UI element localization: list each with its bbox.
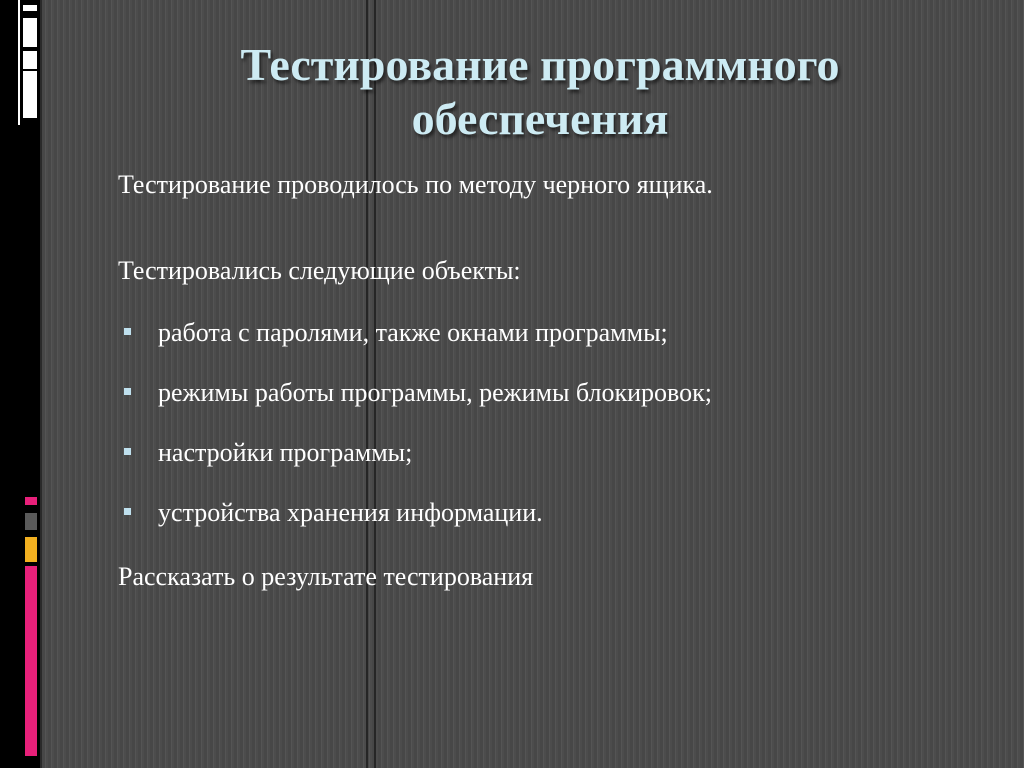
decor-pink-bar <box>25 566 37 756</box>
list-item-text: режимы работы программы, режимы блокировок; <box>158 378 712 407</box>
decor-white-block <box>23 18 37 47</box>
list-item-text: настройки программы; <box>158 438 413 467</box>
bullet-square-icon <box>124 388 131 395</box>
closing-text: Рассказать о результате тестирования <box>118 562 534 591</box>
list-item <box>118 318 712 378</box>
decor-yellow-block <box>25 537 37 562</box>
decor-gray-block <box>25 513 37 530</box>
bullet-square-icon <box>124 448 131 455</box>
decor-white-block <box>23 51 37 69</box>
list-item <box>118 498 712 558</box>
decor-white-line <box>18 0 20 125</box>
decor-white-block <box>23 5 37 11</box>
lead-text: Тестировались следующие объекты: <box>118 256 521 285</box>
intro-text: Тестирование проводилось по методу черного ящика. <box>118 170 713 199</box>
list-item-text: устройства хранения информации. <box>158 498 543 527</box>
list-item-text: работа с паролями, также окнами программы; <box>158 318 668 347</box>
slide-title: Тестирование программного обеспечения <box>240 39 840 144</box>
bullet-square-icon <box>124 328 131 335</box>
list-item <box>118 378 712 438</box>
bullet-list <box>118 318 712 558</box>
decor-pink-block <box>25 497 37 505</box>
left-edge-line <box>40 0 42 768</box>
decor-white-block <box>23 71 37 118</box>
list-item <box>118 438 712 498</box>
bullet-square-icon <box>124 508 131 515</box>
